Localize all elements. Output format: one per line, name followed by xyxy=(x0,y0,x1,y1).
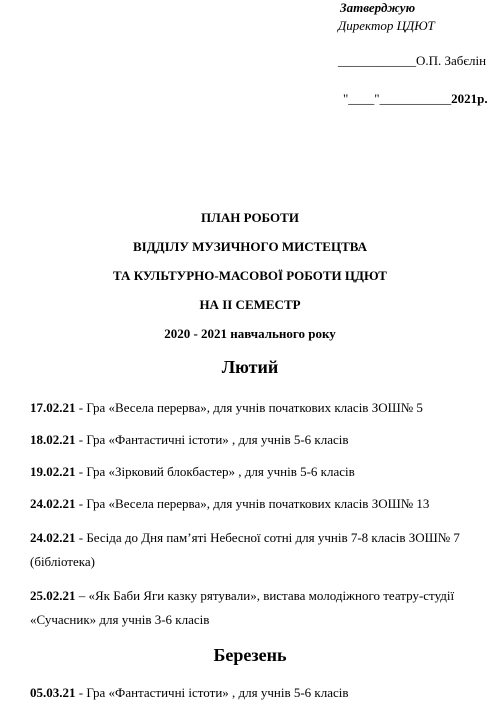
title-line-academic-year: 2020 - 2021 навчального року xyxy=(164,326,336,341)
entry-date: 18.02.21 xyxy=(30,432,76,447)
entry-date: 05.03.21 xyxy=(30,685,76,700)
approval-signature-line: ____________О.П. Забєлін xyxy=(338,53,487,68)
title-line-cultural-work: ТА КУЛЬТУРНО-МАСОВОЇ РОБОТИ ЦДЮТ xyxy=(113,268,387,283)
title-line-semester: НА ІІ СЕМЕСТР xyxy=(199,297,301,312)
plan-entry xyxy=(30,584,485,632)
plan-entry xyxy=(30,428,485,452)
entry-text: - Гра «Зірковий блокбастер» , для учнів 5-6 класів xyxy=(75,464,355,479)
entry-text: - Гра «Фантастичні істоти» , для учнів 5-6 класів xyxy=(75,685,349,700)
entry-text: – «Як Баби Яги казку рятували», вистава молодіжного театру-студії «Сучасник» для учнів 3-6 класів xyxy=(30,588,455,627)
title-line-department: ВІДДІЛУ МУЗИЧНОГО МИСТЕЦТВА xyxy=(133,239,367,254)
approval-date-blank: "____"___________ xyxy=(343,91,452,106)
approval-title: Затверджую xyxy=(340,0,416,15)
plan-entry xyxy=(30,396,485,420)
plan-entry xyxy=(30,526,485,574)
document-title-block xyxy=(0,210,500,355)
entry-date: 25.02.21 xyxy=(30,588,76,603)
entry-date: 24.02.21 xyxy=(30,530,76,545)
approval-block xyxy=(338,0,488,107)
entry-text: - Гра «Фантастичні істоти» , для учнів 5-6 класів xyxy=(75,432,349,447)
entry-date: 24.02.21 xyxy=(30,496,76,511)
entry-text: - Бесіда до Дня пам’яті Небесної сотні для учнів 7-8 класів ЗОШ№ 7 (бібліотека) xyxy=(30,530,460,569)
approval-date-line xyxy=(343,91,488,107)
month-heading-march: Березень xyxy=(213,645,287,665)
plan-entry xyxy=(30,460,485,484)
entry-text: - Гра «Весела перерва», для учнів початкових класів ЗОШ№ 5 xyxy=(75,400,423,415)
approval-year: 2021р. xyxy=(451,91,488,106)
plan-entry xyxy=(30,681,485,705)
entry-text: - Гра «Весела перерва», для учнів початкових класів ЗОШ№ 13 xyxy=(75,496,430,511)
month-heading-february: Лютий xyxy=(221,357,279,377)
title-line-plan: ПЛАН РОБОТИ xyxy=(201,210,299,225)
entry-date: 19.02.21 xyxy=(30,464,76,479)
plan-entry xyxy=(30,492,485,516)
entry-date: 17.02.21 xyxy=(30,400,76,415)
approval-position: Директор ЦДЮТ xyxy=(338,18,435,33)
